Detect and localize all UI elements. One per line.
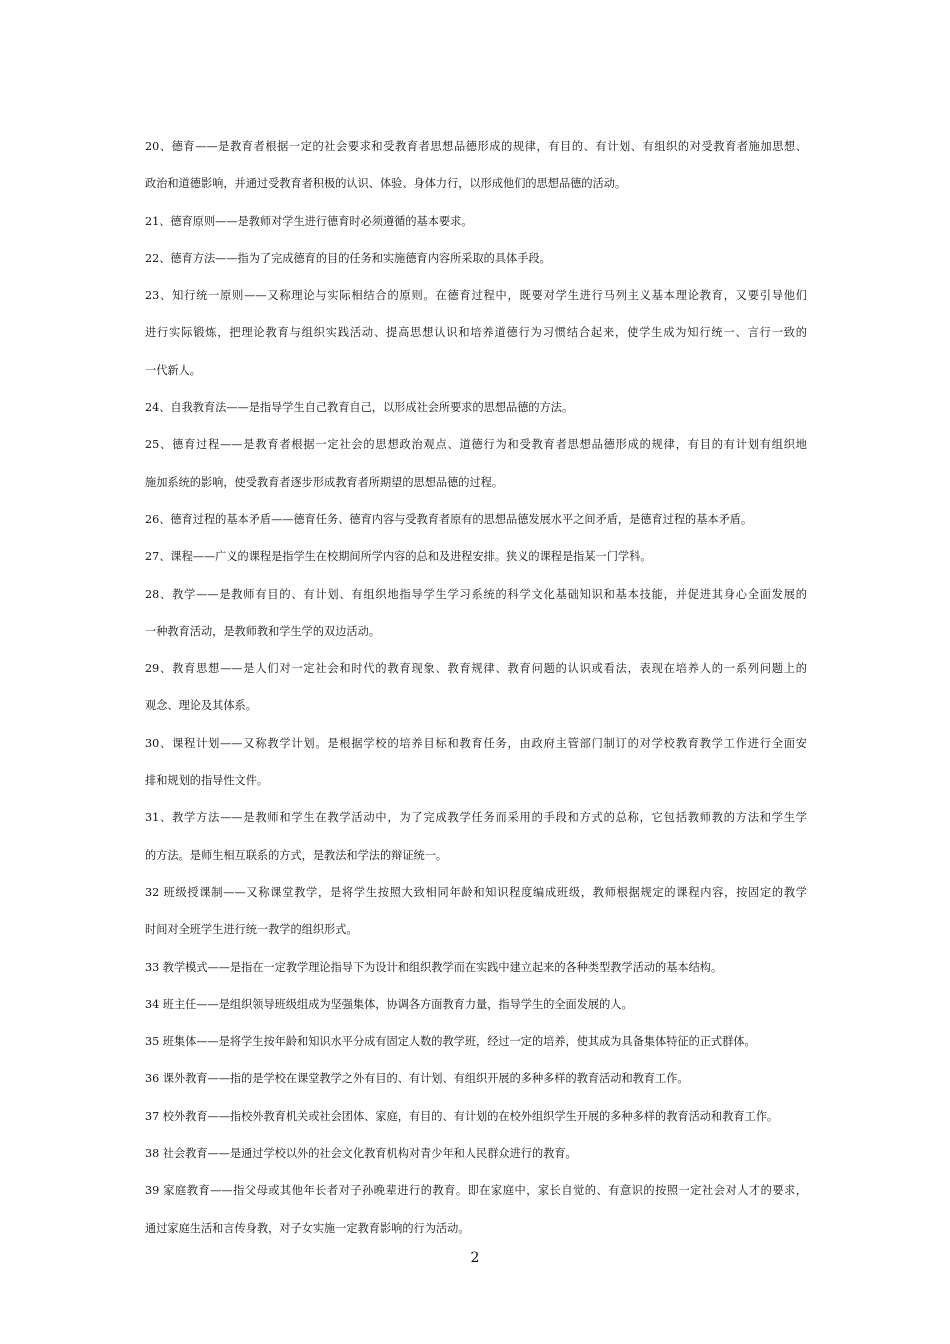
definition-entry <box>145 1060 807 1097</box>
definition-entry <box>145 650 807 725</box>
definition-entry <box>145 986 807 1023</box>
definition-entry <box>145 1023 807 1060</box>
text-line: 30、课程计划——又称教学计划。是根据学校的培养目标和教育任务，由政府主管部门制订的对学校教育教学工作进行全面安 <box>145 736 807 750</box>
definition-entry <box>145 501 807 538</box>
text-line: 26、德育过程的基本矛盾——德育任务、德育内容与受教育者原有的思想品德发展水平之间矛盾，是德育过程的基本矛盾。 <box>145 512 753 526</box>
definition-entry <box>145 1135 807 1172</box>
text-line: 22、德育方法——指为了完成德育的目的任务和实施德育内容所采取的具体手段。 <box>145 251 551 265</box>
text-line: 观念、理论及其体系。 <box>145 699 257 713</box>
text-line: 28、教学——是教师有目的、有计划、有组织地指导学生学习系统的科学文化基础知识和基本技能，并促进其身心全面发展的 <box>145 587 807 601</box>
text-line: 32 班级授课制——又称课堂教学，是将学生按照大致相同年龄和知识程度编成班级，教师根据规定的课程内容，按固定的教学 <box>145 885 807 899</box>
definition-entry <box>145 538 807 575</box>
text-line: 20、德育——是教育者根据一定的社会要求和受教育者思想品德形成的规律，有目的、有计划、有组织的对受教育者施加思想、 <box>145 140 807 153</box>
text-line: 35 班集体——是将学生按年龄和知识水平分成有固定人数的教学班，经过一定的培养，使其成为具备集体特征的正式群体。 <box>145 1035 756 1049</box>
text-line: 38 社会教育——是通过学校以外的社会文化教育机构对青少年和人民群众进行的教育。 <box>145 1147 577 1161</box>
text-line: 33 教学模式——是指在一定教学理论指导下为设计和组织教学而在实践中建立起来的各种类型教学活动的基本结构。 <box>145 960 723 974</box>
text-line: 29、教育思想——是人们对一定社会和时代的教育现象、教育规律、教育问题的认识或看法，表现在培养人的一系列问题上的 <box>145 662 807 676</box>
page-number: 2 <box>470 1250 480 1266</box>
text-line: 一种教育活动，是教师教和学生学的双边活动。 <box>145 624 380 638</box>
text-line: 37 校外教育——指校外教育机关或社会团体、家庭，有目的、有计划的在校外组织学生开展的多种多样的教育活动和教育工作。 <box>145 1109 779 1123</box>
definition-entry <box>145 799 807 874</box>
definition-entry <box>145 240 807 277</box>
text-line: 31、教学方法——是教师和学生在教学活动中，为了完成教学任务而采用的手段和方式的总称，它包括教师教的方法和学生学 <box>145 811 807 825</box>
text-line: 排和规划的指导性文件。 <box>145 774 269 788</box>
definition-entry <box>145 426 807 501</box>
text-line: 通过家庭生活和言传身教，对子女实施一定教育影响的行为活动。 <box>145 1221 470 1235</box>
text-line: 一代新人。 <box>145 363 201 377</box>
text-line: 施加系统的影响，使受教育者逐步形成教育者所期望的思想品德的过程。 <box>145 475 504 489</box>
definition-entry <box>145 725 807 800</box>
definition-entry <box>145 389 807 426</box>
document-body <box>145 128 807 1247</box>
definition-entry <box>145 1172 807 1247</box>
definition-entry <box>145 874 807 949</box>
text-line: 34 班主任——是组织领导班级组成为坚强集体，协调各方面教育力量，指导学生的全面发展的人。 <box>145 997 633 1011</box>
definition-entry <box>145 128 807 203</box>
text-line: 的方法。是师生相互联系的方式，是教法和学法的辩证统一。 <box>145 848 448 862</box>
text-line: 36 课外教育——指的是学校在课堂教学之外有目的、有计划、有组织开展的多种多样的教育活动和教育工作。 <box>145 1072 689 1086</box>
definition-entry <box>145 576 807 651</box>
definition-entry <box>145 1098 807 1135</box>
text-line: 政治和道德影响，并通过受教育者积极的认识、体验、身体力行，以形成他们的思想品德的活动。 <box>145 177 627 191</box>
definition-entry <box>145 277 807 389</box>
text-line: 27、课程——广义的课程是指学生在校期间所学内容的总和及进程安排。狭义的课程是指某一门学科。 <box>145 550 652 564</box>
text-line: 24、自我教育法——是指导学生自己教育自己，以形成社会所要求的思想品德的方法。 <box>145 401 574 415</box>
text-line: 进行实际锻炼，把理论教育与组织实践活动、提高思想认识和培养道德行为习惯结合起来，使学生成为知行统一、言行一致的 <box>145 326 807 340</box>
text-line: 25、德育过程——是教育者根据一定社会的思想政治观点、道德行为和受教育者思想品德形成的规律，有目的有计划有组织地 <box>145 438 807 452</box>
definition-entry <box>145 949 807 986</box>
text-line: 21、德育原则——是教师对学生进行德育时必须遵循的基本要求。 <box>145 214 473 228</box>
text-line: 39 家庭教育——指父母或其他年长者对子孙晚辈进行的教育。即在家庭中，家长自觉的、有意识的按照一定社会对人才的要求， <box>145 1184 807 1198</box>
text-line: 时间对全班学生进行统一教学的组织形式。 <box>145 923 358 937</box>
text-line: 23、知行统一原则——又称理论与实际相结合的原则。在德育过程中，既要对学生进行马列主义基本理论教育，又要引导他们 <box>145 289 807 303</box>
definition-entry <box>145 203 807 240</box>
